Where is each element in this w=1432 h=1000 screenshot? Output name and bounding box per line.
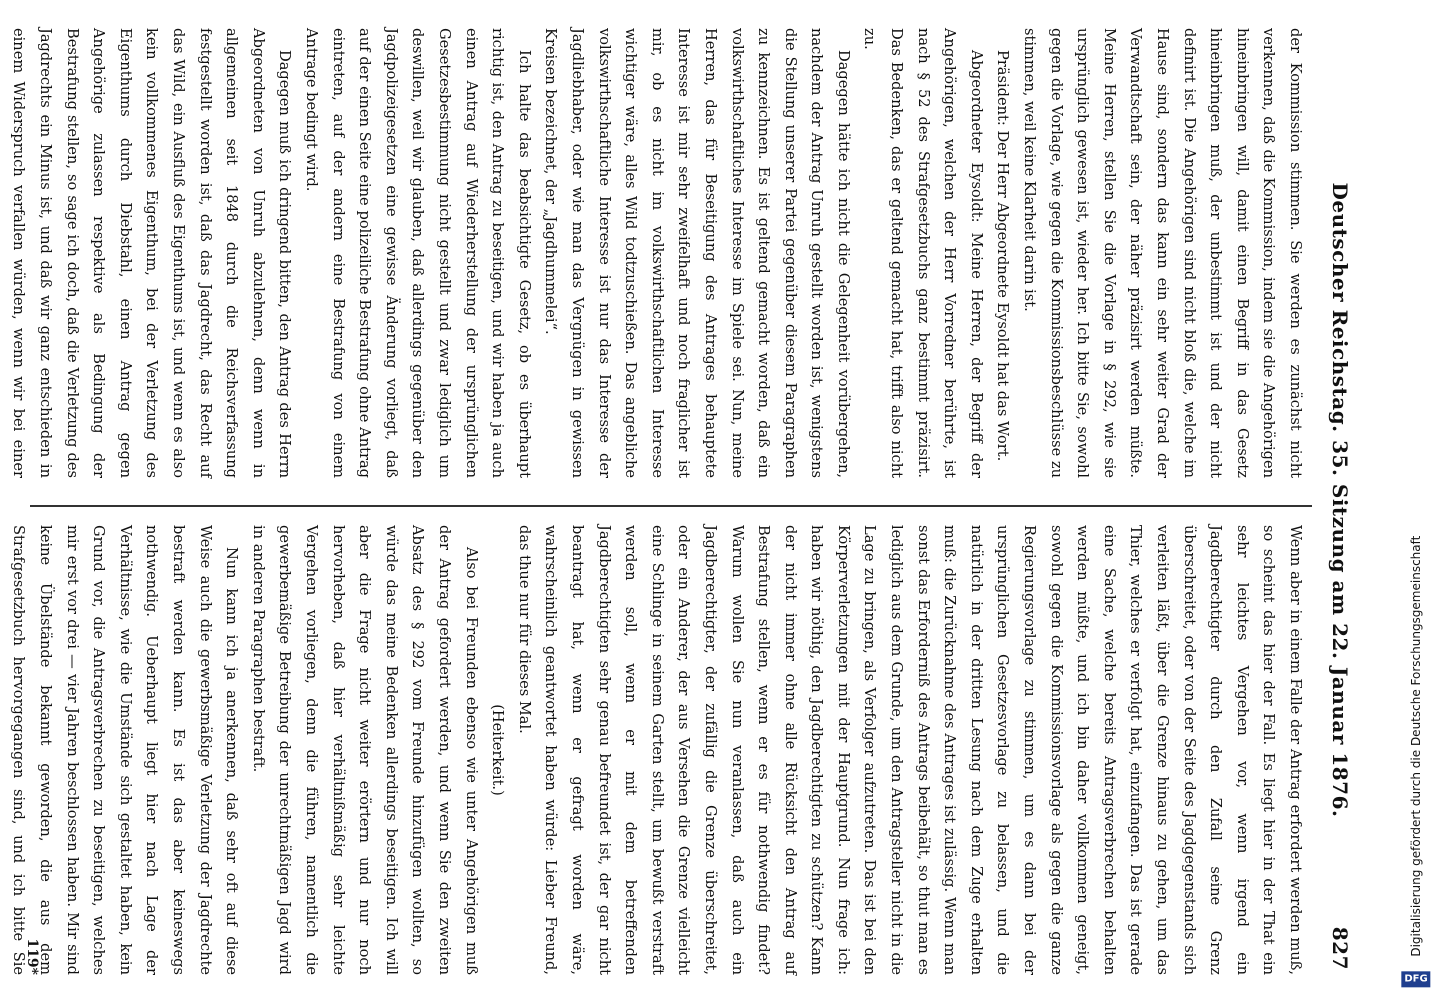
paragraph: Also bei Freunden ebenso wie unter Angehörigen muß der Antrag gefordert werden, und wenn Sie den zweiten Absatz des § 292 vom Freunde hinzufügen wollten, so würde das meine Bedenken allerdings beseitigen. Ich will aber die Frage nicht weiter erörtern und nur noch hervorheben, daß hier verhältnißmäßig sehr leichte Vergehen vorliegen, denn die führen, namentlich die gewerbemäßige Betreibung der unrechtmäßigen Jagd wird in anderen Paragraphen bestraft. xyxy=(249,525,480,975)
right-column xyxy=(0,525,1308,975)
paragraph: Abgeordneter Eysoldt: Meine Herren, der Begriff der Angehörigen, welchen der Herr Vorredner berührte, ist nach § 52 des Strafgesetzbuchs ganz bestimmt präzisirt. Das Bedenken, das er geltend gemacht hat, trifft also nicht zu. xyxy=(861,28,985,478)
sheet-signature: 119* xyxy=(24,938,40,975)
page-number: 827 xyxy=(1328,926,1352,970)
credit-text: Digitalisierung gefördert durch die Deutsche Forschungsgemeinschaft xyxy=(1409,535,1423,957)
paragraph: Dagegen muß ich dringend bitten, den Antrag des Herrn Abgeordneten von Unruh abzulehnen, denn wenn in allgemeinen seit 1848 durch die Reichsverfassung festgestellt worden ist, daß das Jagdrecht, das Recht auf das Wild, ein Ausfluß des Eigenthums ist, und wenn es also kein vollkommenes Eigenthum, bei der Verletzung des Eigenthums durch Diebstahl, einen Antrag gegen Angehörige zulassen respektive als Bedingung der Bestrafung stellen, so sage ich doch, daß die Verletzung des Jagdrechts ein Minus ist, und daß wir ganz entschieden in einem Widerspruch verfallen würden, wenn wir bei einer xyxy=(10,28,294,478)
left-column xyxy=(0,28,1308,478)
paragraph: der Kommission stimmen. Sie werden es zunächst nicht verkennen, daß die Kommission, indem sie die Angehörigen hineinbringen will, damit einen Begriff in das Gesetz hineinbringen muß, der unbestimmt ist und der nicht definirt ist. Die Angehörigen sind nicht bloß die, welche im Hause sind, sondern das kann ein sehr weiter Grad der Verwandtschaft sein, der näher präzisirt werden müßte. Meine Herren, stellen Sie die Vorlage in § 292, wie sie ursprünglich gewesen ist, wieder her. Ich bitte Sie, sowohl gegen die Vorlage, wie gegen die Kommissionsbeschlüsse zu stimmen, weil keine Klarheit darin ist. xyxy=(1021,28,1304,478)
paragraph: Wenn aber in einem Falle der Antrag erfordert werden muß, so scheint das hier der Fall. Es liegt hier in der That ein sehr leichtes Vergehen vor, wenn irgend ein Jagdberechtigter durch den Zufall seine Grenz überschreitet, oder von der Seite des Jagdgegenstands sich verleiten läßt, über die Grenze hinaus zu gehen, um das Thier, welches er verfolgt hat, einzufangen. Das ist gerade eine Sache, welche bereits Antragsverbrechen behalten werden müßte, und ich bin daher vollkommen geneigt, sowohl gegen die Kommissionsvorlage als gegen die ganze Regierungsvorlage zu stimmen, um es dann bei der ursprünglichen Gesetzesvorlage zu belassen, und die natürlich in der dritten Lesung nach dem Zuge erhalten muß: die Zurücknahme des Antrages ist zulässig. Wenn man sonst das Erforderniß des Antrags beibehält, so thut man es lediglich aus dem Grunde, um den Antragsteller nicht in die Lage zu bringen, als Verfolger aufzutreten. Das ist bei den Körperverletzungen mit der Hauptgrund. Nun frage ich: haben wir nöthig, den Jagdberechtigten zu schützen? Kann der nicht immer ohne alle Rücksicht den Antrag auf Bestrafung stellen, wenn er es für nothwendig findet? Warum wollen Sie nun veranlassen, daß auch ein Jagdberechtigter, der zufällig die Grenze überschreitet, oder ein Anderer, der aus Versehen die Grenze vielleicht eine Schlinge in seinem Garten stellt, um bewußt verstraft werden soll, wenn er mit dem betreffenden Jagdberechtigten sehr genau befreundet ist, der gar nicht beantragt hat, wenn er gefragt worden wäre, wahrscheinlich geantwortet haben würde: Lieber Freund, das thue nur für dieses Mal. xyxy=(515,525,1304,975)
stage-direction: (Heiterkeit.) xyxy=(489,704,507,796)
paragraph: Präsident: Der Herr Abgeordnete Eysoldt hat das Wort. xyxy=(994,50,1012,462)
dfg-logo: DFG xyxy=(1401,971,1430,987)
paragraph: Dagegen hätte ich nicht die Gelegenheit vorübergehen, nachdem der Antrag Unruh gestellt worden ist, wenigstens die Stellung unserer Partei gegenüber diesem Paragraphen zu kennzeichnen. Es ist geltend gemacht worden, daß ein volkswirthschaftliches Interesse im Spiele sei. Nun, meine Herren, das für Beseitigung des Antrages behauptete Interesse ist mir sehr zweifelhaft und noch fraglicher ist mir, ob es nicht im volkswirthschaftlichen Interesse wichtiger wäre, alles Wild todtzuschießen. Das angebliche volkswirthschaftliche Interesse ist nur das Interesse der Jagdliebhaber, oder wie man das Vergnügen in gewissen Kreisen bezeichnet, der „Jagdhummelei“. xyxy=(542,28,852,478)
paragraph: Ich halte das beabsichtigte Gesetz, ob es überhaupt richtig ist, den Antrag zu beseitigen, und wir haben ja auch einen Antrag auf Wiederherstellung der ursprünglichen Gesetzesbestimmung nicht gestellt und zwar lediglich um deswillen, weil wir glauben, daß allerdings gegenüber den Jagdpolizeigesetzen eine gewisse Änderung vorliegt, daß auf der einen Seite eine polizeiliche Bestrafung ohne Antrag eintreten, auf der andern eine Bestrafung von einem Antrage bedingt wird. xyxy=(303,28,533,478)
digitization-credit xyxy=(1400,0,1432,1000)
paragraph: Nun kann ich ja anerkennen, daß sehr oft auf diese Weise auch die gewerbsmäßige Verletzung der Jagdrechte bestraft werden kann. Es ist das aber keineswegs nothwendig. Ueberhaupt liegt hier nach Lage der Verhältnisse, wie die Umstände sich gestaltet haben, kein Grund vor, die Antragsverbrechen zu beseitigen, welches mir erst vor drei — vier Jahren beschlossen haben. Mir sind keine Übelstände bekannt geworden, die aus dem Strafgesetzbuch hervorgegangen sind, und ich bitte Sie xyxy=(10,525,241,975)
column-divider xyxy=(30,505,1312,507)
page-header xyxy=(1312,30,1352,970)
running-title: Deutscher Reichstag. 35. Sitzung am 22. Januar 1876. xyxy=(1328,182,1352,818)
